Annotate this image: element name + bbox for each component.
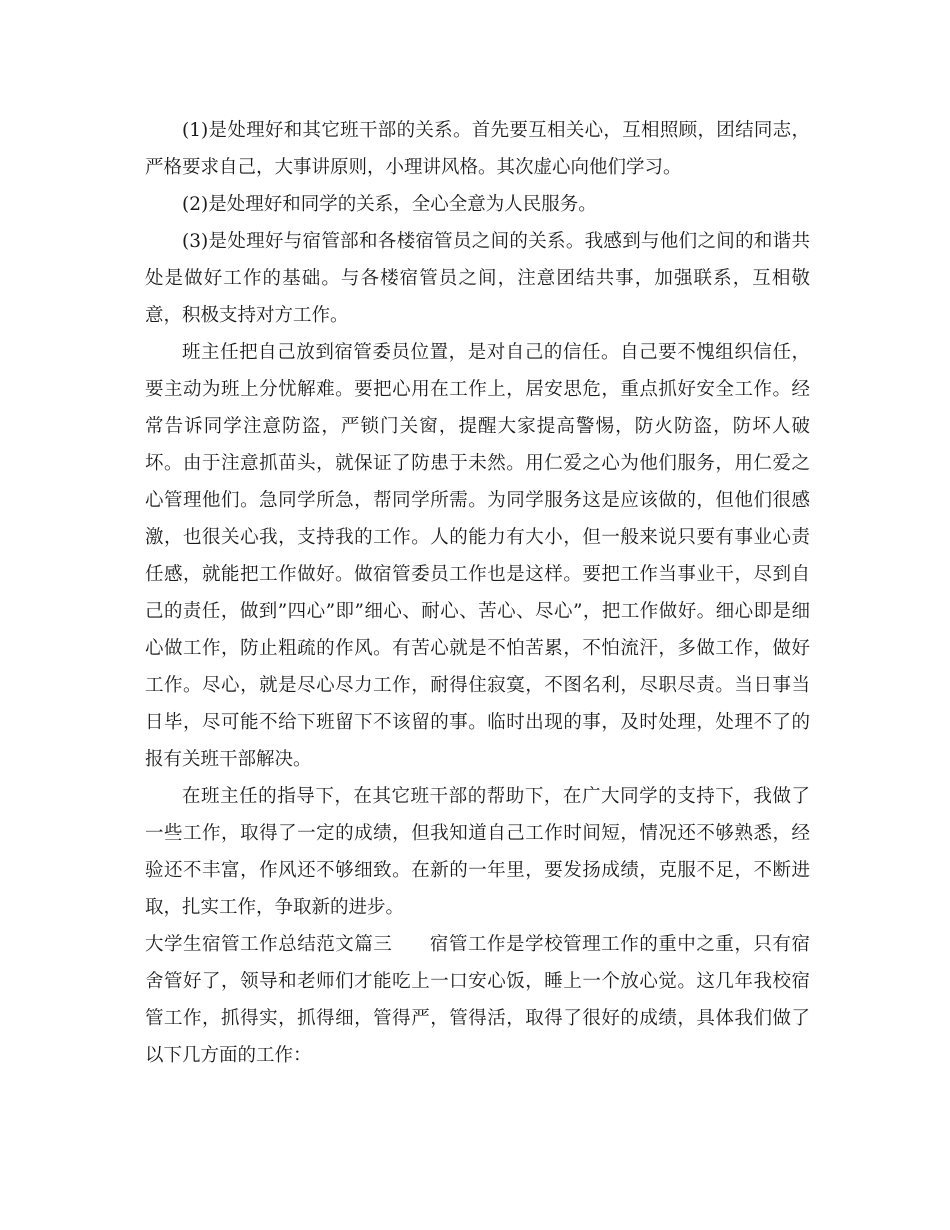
paragraph-item-3: (3)是处理好与宿管部和各楼宿管员之间的关系。我感到与他们之间的和谐共处是做好工作的基础。与各楼宿管员之间，注意团结共事，加强联系，互相敬意，积极支持对方工作。 (145, 231, 810, 326)
paragraph-body-1: 班主任把自己放到宿管委员位置，是对自己的信任。自己要不愧组织信任，要主动为班上分忧解难。要把心用在工作上，居安思危，重点抓好安全工作。经常告诉同学注意防盗，严锁门关窗，提醒大家提高警惕，防火防盗，防坏人破坏。由于注意抓苗头，就保证了防患于未然。用仁爱之心为他们服务，用仁爱之心管理他们。急同学所急，帮同学所需。为同学服务这是应该做的，但他们很感激，也很关心我，支持我的工作。人的能力有大小，但一般来说只要有事业心责任感，就能把工作做好。做宿管委员工作也是这样。要把工作当事业干，尽到自己的责任，做到”四心”即”细心、耐心、苦心、尽心”，把工作做好。细心即是细心做工作，防止粗疏的作风。有苦心就是不怕苦累，不怕流汗，多做工作，做好工作。尽心，就是尽心尽力工作，耐得住寂寞，不图名利，尽职尽责。当日事当日毕，尽可能不给下班留下不该留的事。临时出现的事，及时处理，处理不了的报有关班干部解决。 (145, 342, 810, 770)
paragraph-item-2: (2)是处理好和同学的关系，全心全意为人民服务。 (182, 194, 597, 215)
section-heading: 大学生宿管工作总结范文篇三 (145, 934, 393, 955)
section-body: 宿管工作是学校管理工作的重中之重，只有宿舍管好了，领导和老师们才能吃上一口安心饭，睡上一个放心觉。这几年我校宿管工作，抓得实，抓得细，管得严，管得活，取得了很好的成绩，具体我们做了以下几方面的工作： (145, 934, 810, 1066)
section-paragraph (145, 926, 810, 1074)
paragraph-item-1: (1)是处理好和其它班干部的关系。首先要互相关心，互相照顾，团结同志，严格要求自己，大事讲原则，小理讲风格。其次虚心向他们学习。 (145, 120, 810, 178)
paragraph-body-2: 在班主任的指导下，在其它班干部的帮助下，在广大同学的支持下，我做了一些工作，取得了一定的成绩，但我知道自己工作时间短，情况还不够熟悉，经验还不丰富，作风还不够细致。在新的一年里，要发扬成绩，克服不足，不断进取，扎实工作，争取新的进步。 (145, 786, 810, 918)
document-page (145, 112, 810, 1074)
